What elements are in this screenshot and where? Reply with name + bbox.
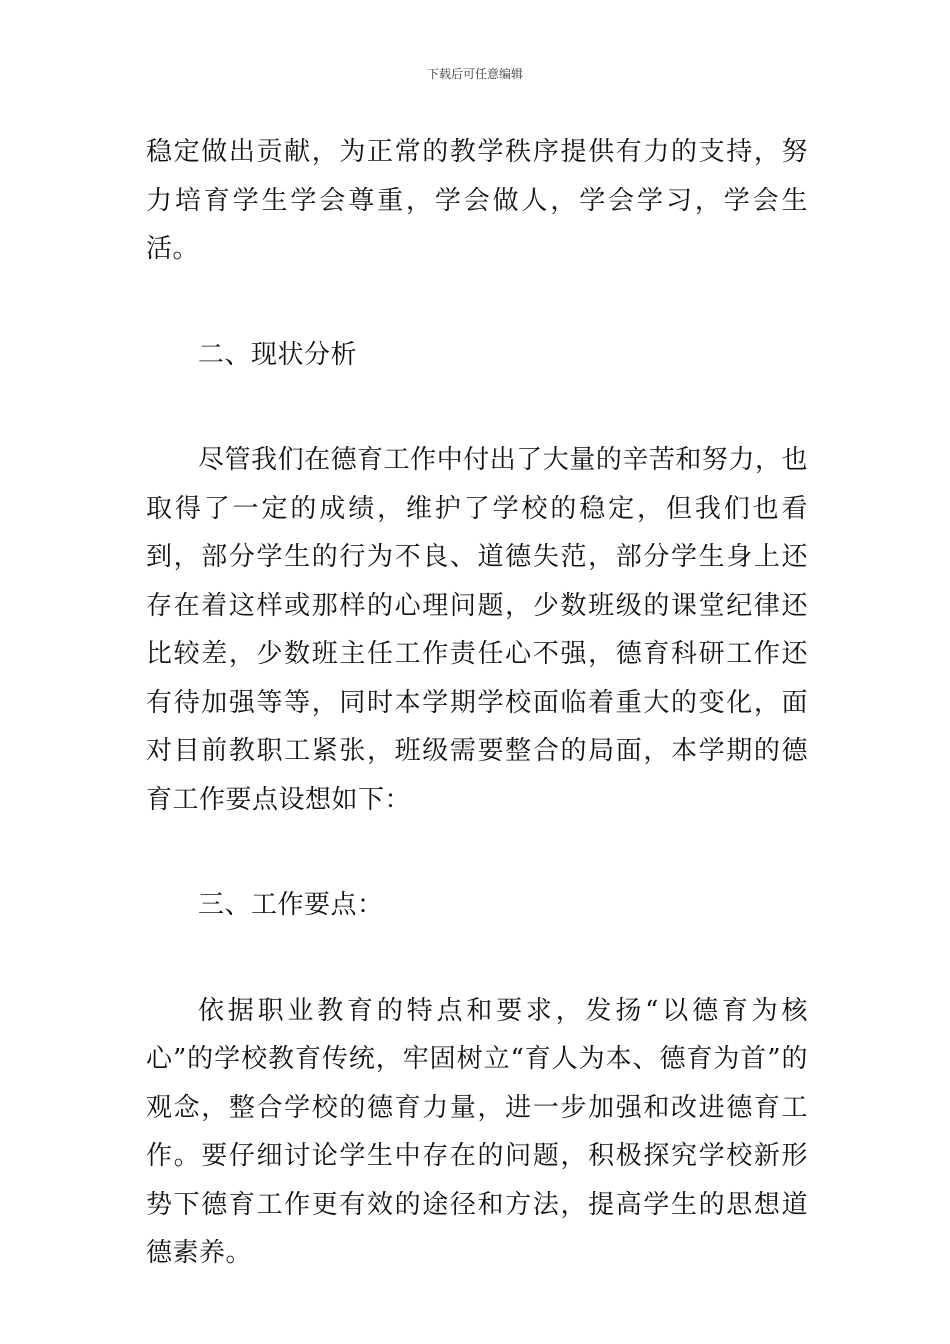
section-heading-status-analysis: 二、现状分析 <box>198 339 358 370</box>
page-header: 下载后可任意编辑 <box>426 67 523 81</box>
paragraph-gap <box>146 930 808 987</box>
paragraph-gap <box>146 274 808 331</box>
paragraph-work-points: 依据职业教育的特点和要求，发扬“以德育为核心”的学校教育传统，牢固树立“育人为本、德育为首”的观念，整合学校的德育力量，进一步加强和改进德育工作。要仔细讨论学生中存在的问题，积极探究学校新形势下德育工作更有效的途径和方法，提高学生的思想道德素养。 <box>146 995 808 1268</box>
section-heading-work-points: 三、工作要点： <box>198 890 384 920</box>
paragraph-status-analysis: 尽管我们在德育工作中付出了大量的辛苦和努力，也取得了一定的成绩，维护了学校的稳定，但我们也看到，部分学生的行为不良、道德失范，部分学生身上还存在着这样或那样的心理问题，少数班级的课堂纪律还比较差，少数班主任工作责任心不强，德育科研工作还有待加强等等，同时本学期学校面临着重大的变化，面对目前教职工紧张，班级需要整合的局面，本学期的德育工作要点设想如下： <box>146 445 808 815</box>
paragraph-continuation: 稳定做出贡献，为正常的教学秩序提供有力的支持，努力培育学生学会尊重，学会做人，学会学习，学会生活。 <box>146 137 808 264</box>
paragraph-gap <box>146 379 808 436</box>
document-body <box>146 128 808 1278</box>
paragraph-gap <box>146 824 808 881</box>
